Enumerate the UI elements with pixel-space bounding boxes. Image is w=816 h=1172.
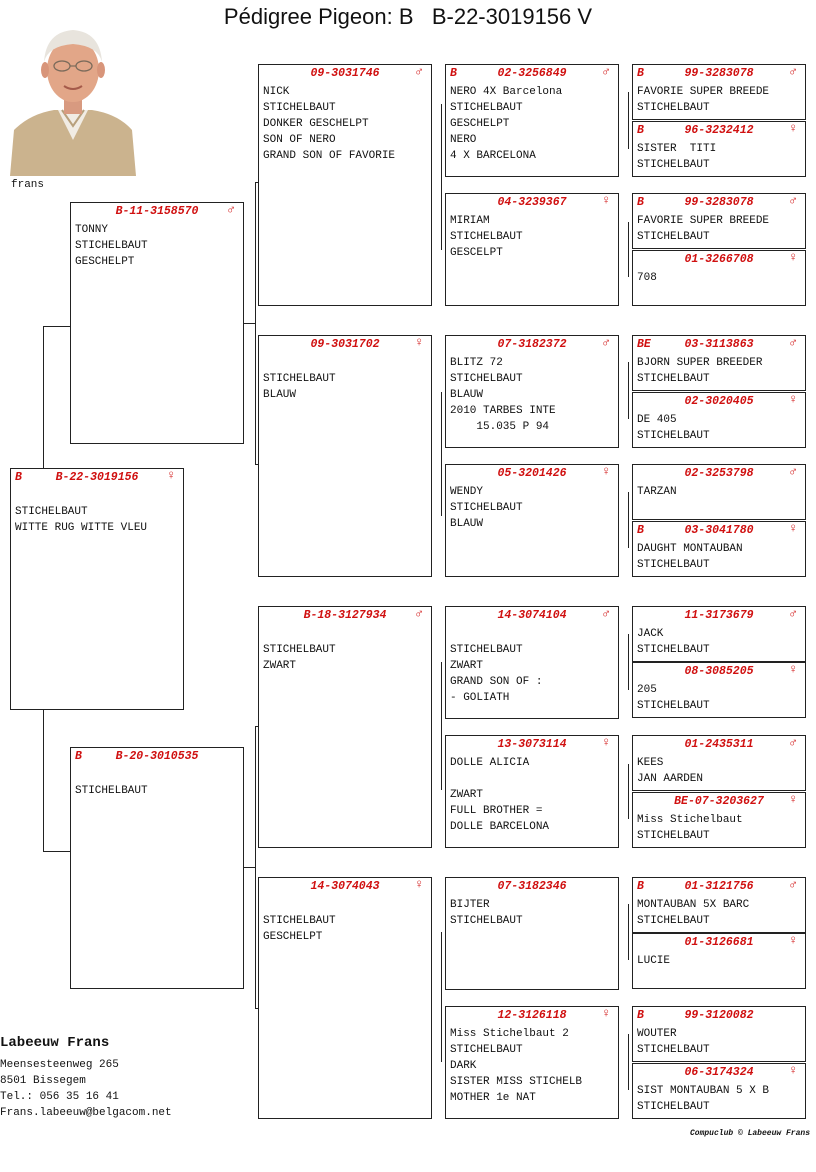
connector-line — [43, 326, 44, 468]
connector-line — [628, 362, 629, 419]
pigeon-card-mm[interactable]: 14-3074043 ♀ STICHELBAUT GESCHELPT — [258, 877, 432, 1119]
owner-details — [0, 1035, 172, 1121]
male-icon: ♂ — [789, 735, 797, 750]
male-icon: ♂ — [227, 202, 235, 217]
female-icon: ♀ — [415, 335, 423, 350]
page-title: Pédigree Pigeon: B B-22-3019156 V — [223, 4, 593, 29]
ring-number: B-22-3019156 — [55, 471, 139, 484]
connector-line — [628, 634, 629, 690]
male-icon: ♂ — [415, 64, 423, 79]
photo-caption: frans — [11, 179, 45, 191]
ring-number: 11-3173679 — [684, 609, 754, 622]
connector-line — [628, 904, 629, 960]
male-icon: ♂ — [789, 193, 797, 208]
pigeon-card-g10[interactable]: 08-3085205 ♀ 205 STICHELBAUT — [632, 662, 806, 718]
connector-line — [441, 392, 442, 516]
connector-line — [628, 1034, 629, 1090]
ring-number: 02-3253798 — [684, 467, 754, 480]
male-icon: ♂ — [602, 64, 610, 79]
owner-phone: Tel.: 056 35 16 41 — [0, 1091, 119, 1103]
ring-number: B-20-3010535 — [115, 750, 199, 763]
ring-number: 07-3182372 — [497, 338, 567, 351]
connector-line — [628, 222, 629, 277]
ring-number: 13-3073114 — [497, 738, 567, 751]
pigeon-card-fm[interactable]: 09-3031702 ♀ STICHELBAUT BLAUW — [258, 335, 432, 577]
ring-number: 02-3256849 — [497, 67, 567, 80]
connector-line — [255, 182, 256, 464]
pigeon-card-mmm[interactable]: 12-3126118 ♀ Miss Stichelbaut 2 STICHELBAUT DARK SISTER MISS STICHELB MOTHER 1e NAT — [445, 1006, 619, 1119]
female-icon: ♀ — [789, 1063, 797, 1078]
connector-line — [243, 323, 255, 324]
ring-number: 99-3120082 — [684, 1009, 754, 1022]
male-icon: ♂ — [789, 64, 797, 79]
pigeon-card-g12[interactable]: BE-07-3203627 ♀ Miss Stichelbaut STICHELBAUT — [632, 792, 806, 848]
ring-number: 01-3266708 — [684, 253, 754, 266]
female-icon: ♀ — [167, 468, 175, 483]
pigeon-card-ffm[interactable]: 04-3239367 ♀ MIRIAM STICHELBAUT GESCELPT — [445, 193, 619, 306]
ring-number: 01-3126681 — [684, 936, 754, 949]
connector-line — [255, 726, 256, 1008]
pigeon-card-g3[interactable]: B 99-3283078 ♂ FAVORIE SUPER BREEDE STICHELBAUT — [632, 193, 806, 249]
pigeon-card-g5[interactable]: BE 03-3113863 ♂ BJORN SUPER BREEDER STICHELBAUT — [632, 335, 806, 391]
pigeon-card-g16[interactable]: 06-3174324 ♀ SIST MONTAUBAN 5 X B STICHELBAUT — [632, 1063, 806, 1119]
female-icon: ♀ — [415, 877, 423, 892]
ring-number: 03-3041780 — [684, 524, 754, 537]
ring-number: BE-07-3203627 — [674, 795, 764, 808]
ring-number: 01-3121756 — [684, 880, 754, 893]
ring-number: 02-3020405 — [684, 395, 754, 408]
ring-number: 03-3113863 — [684, 338, 754, 351]
connector-line — [441, 104, 442, 250]
footer-credit: Compuclub © Labeeuw Frans — [689, 1129, 810, 1138]
connector-line — [243, 867, 255, 868]
male-icon: ♂ — [789, 606, 797, 621]
ring-number: 12-3126118 — [497, 1009, 567, 1022]
pigeon-card-mff[interactable]: 14-3074104 ♂ STICHELBAUT ZWART GRAND SON OF : - GOLIATH — [445, 606, 619, 719]
ring-number: 14-3074104 — [497, 609, 567, 622]
pigeon-card-g8[interactable]: B 03-3041780 ♀ DAUGHT MONTAUBAN STICHELBAUT — [632, 521, 806, 577]
pigeon-card-father[interactable]: B-11-3158570 ♂ TONNY STICHELBAUT GESCHELPT — [70, 202, 244, 444]
pigeon-card-g4[interactable]: 01-3266708 ♀ 708 — [632, 250, 806, 306]
pigeon-card-subject[interactable]: B B-22-3019156 ♀ STICHELBAUT WITTE RUG WITTE VLEU — [10, 468, 184, 710]
breeder-photo — [10, 18, 136, 176]
owner-name: Labeeuw Frans — [0, 1035, 110, 1051]
female-icon: ♀ — [602, 1006, 610, 1021]
female-icon: ♀ — [602, 735, 610, 750]
pigeon-card-mfm[interactable]: 13-3073114 ♀ DOLLE ALICIA ZWART FULL BROTHER = DOLLE BARCELONA — [445, 735, 619, 848]
ring-number: B-18-3127934 — [303, 609, 387, 622]
pigeon-card-g15[interactable]: B 99-3120082 WOUTER STICHELBAUT — [632, 1006, 806, 1062]
pigeon-card-g14[interactable]: 01-3126681 ♀ LUCIE — [632, 933, 806, 989]
ring-number: 08-3085205 — [684, 665, 754, 678]
ring-number: 07-3182346 — [497, 880, 567, 893]
male-icon: ♂ — [789, 335, 797, 350]
connector-line — [628, 764, 629, 819]
connector-line — [43, 326, 70, 327]
female-icon: ♀ — [789, 521, 797, 536]
female-icon: ♀ — [789, 933, 797, 948]
pigeon-card-fmm[interactable]: 05-3201426 ♀ WENDY STICHELBAUT BLAUW — [445, 464, 619, 577]
pigeon-card-g6[interactable]: 02-3020405 ♀ DE 405 STICHELBAUT — [632, 392, 806, 448]
ring-number: 99-3283078 — [684, 67, 754, 80]
pigeon-card-mf[interactable]: B-18-3127934 ♂ STICHELBAUT ZWART — [258, 606, 432, 848]
female-icon: ♀ — [789, 392, 797, 407]
pigeon-card-g2[interactable]: B 96-3232412 ♀ SISTER TITI STICHELBAUT — [632, 121, 806, 177]
owner-city: 8501 Bissegem — [0, 1075, 86, 1087]
female-icon: ♀ — [789, 121, 797, 136]
male-icon: ♂ — [415, 606, 423, 621]
female-icon: ♀ — [789, 250, 797, 265]
ring-number: 14-3074043 — [310, 880, 380, 893]
ring-number: B-11-3158570 — [115, 205, 199, 218]
male-icon: ♂ — [789, 464, 797, 479]
male-icon: ♂ — [602, 335, 610, 350]
connector-line — [628, 492, 629, 548]
ring-number: 06-3174324 — [684, 1066, 754, 1079]
connector-line — [43, 851, 70, 852]
connector-line — [628, 92, 629, 149]
pigeon-card-g7[interactable]: 02-3253798 ♂ TARZAN — [632, 464, 806, 520]
pigeon-card-mother[interactable]: B B-20-3010535 STICHELBAUT — [70, 747, 244, 989]
owner-address: Meensesteenweg 265 — [0, 1059, 119, 1071]
owner-email[interactable]: Frans.labeeuw@belgacom.net — [0, 1107, 172, 1119]
pigeon-card-g1[interactable]: B 99-3283078 ♂ FAVORIE SUPER BREEDE STICHELBAUT — [632, 64, 806, 120]
pigeon-card-g13[interactable]: B 01-3121756 ♂ MONTAUBAN 5X BARC STICHELBAUT — [632, 877, 806, 933]
connector-line — [43, 710, 44, 851]
pigeon-card-ff[interactable]: 09-3031746 ♂ NICK STICHELBAUT DONKER GESCHELPT SON OF NERO GRAND SON OF FAVORIE — [258, 64, 432, 306]
pigeon-card-fmf[interactable]: 07-3182372 ♂ BLITZ 72 STICHELBAUT BLAUW 2010 TARBES INTE 15.035 P 94 — [445, 335, 619, 448]
connector-line — [441, 932, 442, 1062]
pigeon-card-g11[interactable]: 01-2435311 ♂ KEES JAN AARDEN — [632, 735, 806, 791]
female-icon: ♀ — [789, 792, 797, 807]
pigeon-card-fff[interactable]: B 02-3256849 ♂ NERO 4X Barcelona STICHELBAUT GESCHELPT NERO 4 X BARCELONA — [445, 64, 619, 177]
ring-number: 01-2435311 — [684, 738, 754, 751]
connector-line — [441, 662, 442, 790]
ring-number: 04-3239367 — [497, 196, 567, 209]
male-icon: ♂ — [789, 877, 797, 892]
ring-number: 09-3031702 — [310, 338, 380, 351]
pigeon-card-g9[interactable]: 11-3173679 ♂ JACK STICHELBAUT — [632, 606, 806, 662]
female-icon: ♀ — [602, 193, 610, 208]
ring-number: 09-3031746 — [310, 67, 380, 80]
female-icon: ♀ — [602, 464, 610, 479]
ring-number: 96-3232412 — [684, 124, 754, 137]
ring-number: 99-3283078 — [684, 196, 754, 209]
male-icon: ♂ — [602, 606, 610, 621]
pigeon-card-mmf[interactable]: 07-3182346 BIJTER STICHELBAUT — [445, 877, 619, 990]
female-icon: ♀ — [789, 662, 797, 677]
ring-number: 05-3201426 — [497, 467, 567, 480]
